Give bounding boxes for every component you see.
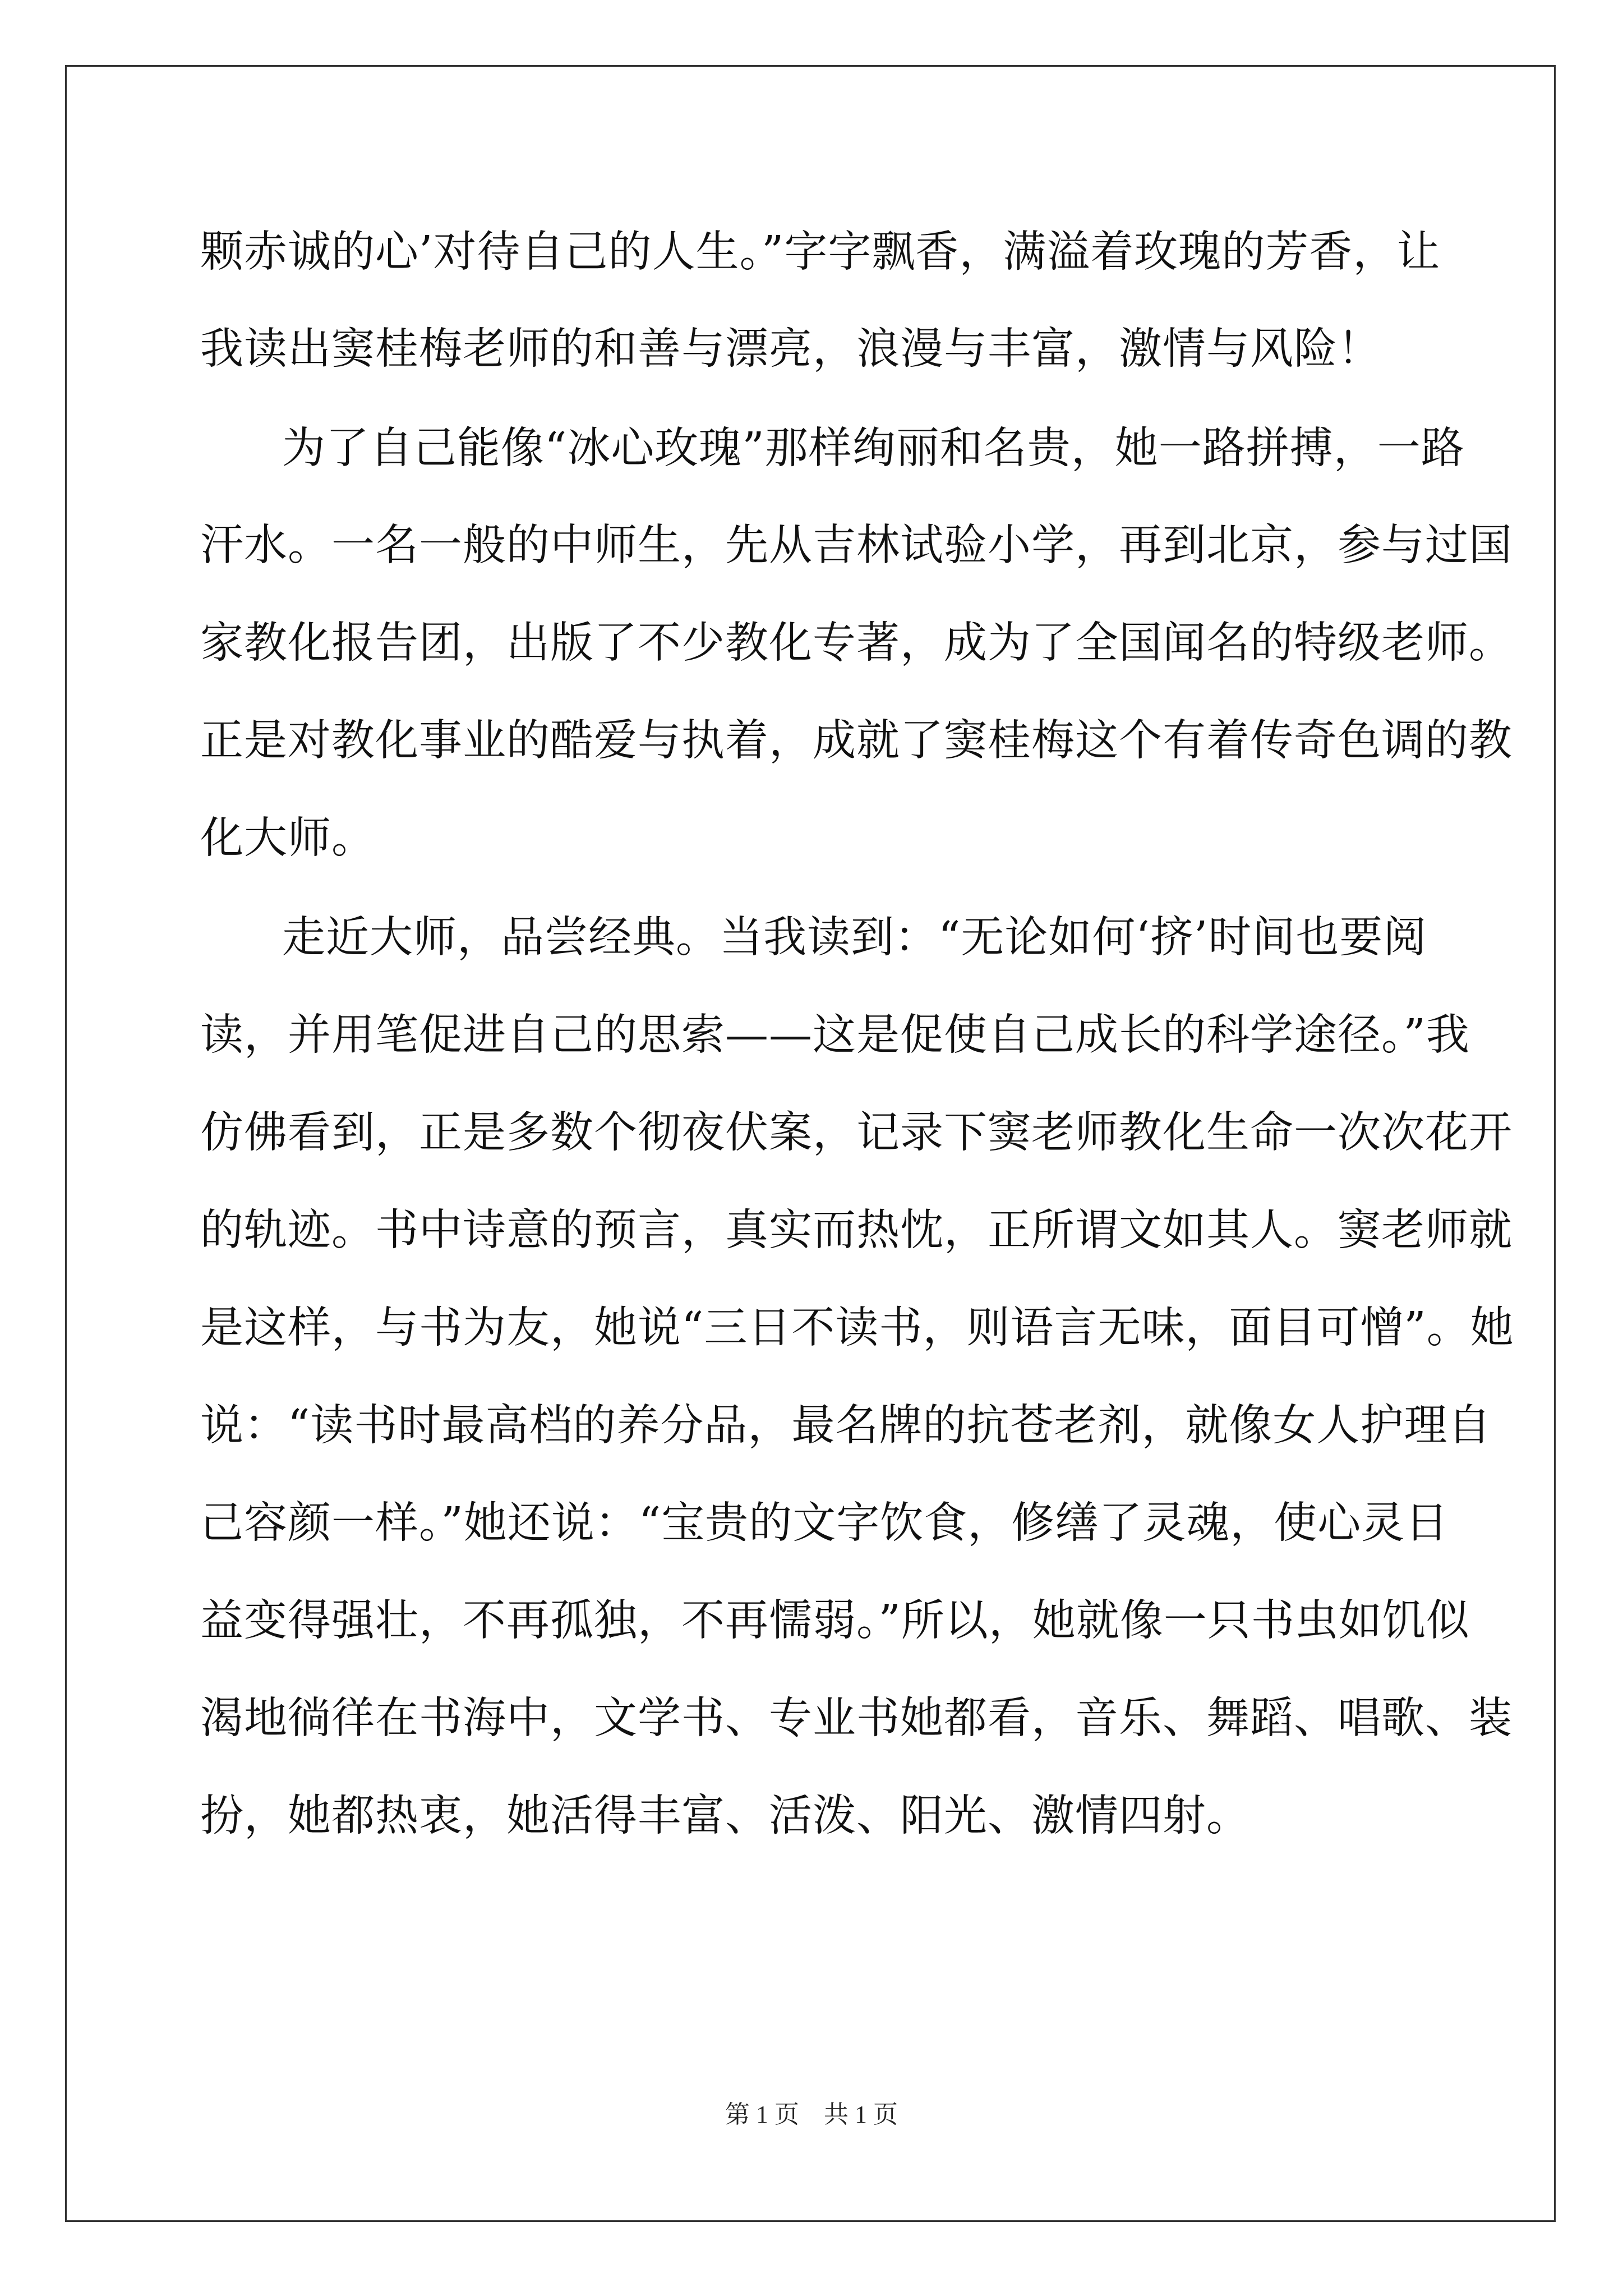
paragraph-line: 渴地徜徉在书海中，文学书、专业书她都看，音乐、舞蹈、唱歌、装: [200, 1694, 1513, 1743]
paragraph-line: 走近大师，品尝经典。当我读到：“无论如何‘挤’时间也要阅: [282, 913, 1427, 963]
paragraph-line: 扮，她都热衷，她活得丰富、活泼、阳光、激情四射。: [200, 1791, 1250, 1841]
paragraph-line: 颗赤诚的心’对待自己的人生。”字字飘香，满溢着玫瑰的芳香，让: [200, 227, 1441, 277]
paragraph-line: 说：“读书时最高档的养分品，最名牌的抗苍老剂，就像女人护理自: [200, 1401, 1492, 1451]
page-footer: 第 1 页 共 1 页: [725, 2101, 898, 2128]
paragraph-line: 仿佛看到，正是多数个彻夜伏案，记录下窦老师教化生命一次次花开: [200, 1108, 1513, 1158]
paragraph-line: 己容颜一样。”她还说：“宝贵的文字饮食，修缮了灵魂，使心灵日: [200, 1498, 1449, 1548]
paragraph-line: 我读出窦桂梅老师的和善与漂亮，浪漫与丰富，激情与风险！: [200, 324, 1381, 374]
paragraph-line: 家教化报告团，出版了不少教化专著，成为了全国闻名的特级老师。: [200, 618, 1513, 668]
paragraph-line: 读，并用笔促进自己的思索——这是促使自己成长的科学途径。”我: [200, 1010, 1470, 1060]
paragraph-line: 汗水。一名一般的中师生，先从吉林试验小学，再到北京，参与过国: [200, 521, 1513, 570]
paragraph-line: 为了自己能像“冰心玫瑰”那样绚丽和名贵，她一路拼搏，一路: [282, 424, 1465, 473]
paragraph-line: 正是对教化事业的酷爱与执着，成就了窦桂梅这个有着传奇色调的教: [200, 716, 1513, 766]
paragraph-line: 化大师。: [200, 813, 375, 863]
paragraph-line: 是这样，与书为友，她说“三日不读书，则语言无味，面目可憎”。她: [200, 1303, 1514, 1353]
paragraph-line: 益变得强壮，不再孤独，不再懦弱。”所以，她就像一只书虫如饥似: [200, 1596, 1470, 1646]
paragraph-line: 的轨迹。书中诗意的预言，真实而热忱，正所谓文如其人。窦老师就: [200, 1205, 1513, 1255]
